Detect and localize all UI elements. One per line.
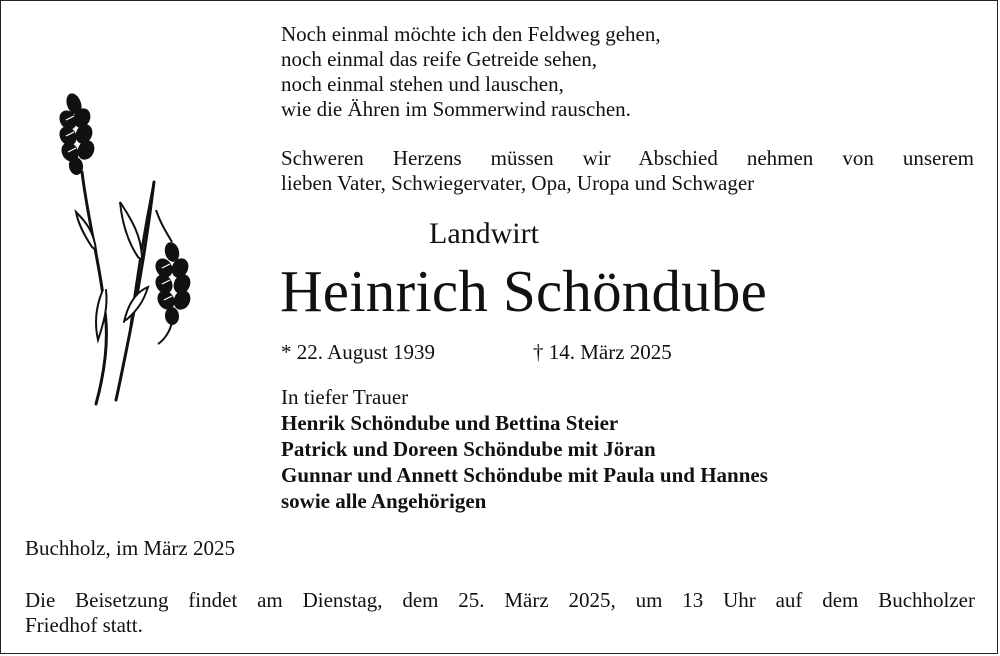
wheat-ears-icon (44, 82, 204, 412)
mourners-heading: In tiefer Trauer (281, 385, 409, 409)
funeral-line: Friedhof statt. (25, 613, 143, 637)
funeral-line: Die Beisetzung findet am Dienstag, dem 25. März 2025, um 13 Uhr auf dem Buchholzer (25, 588, 975, 612)
poem-line: noch einmal das reife Getreide sehen, (281, 47, 598, 71)
mourner-line: Gunnar und Annett Schöndube mit Paula und Hannes (281, 463, 768, 487)
intro-line: Schweren Herzens müssen wir Abschied nehmen von unserem (281, 146, 974, 170)
poem-line: Noch einmal möchte ich den Feldweg gehen, (281, 22, 661, 46)
poem-line: wie die Ähren im Sommerwind rauschen. (281, 97, 631, 121)
mourners (281, 384, 768, 514)
intro-line: lieben Vater, Schwiegervater, Opa, Uropa und Schwager (281, 171, 755, 195)
deceased-name: Heinrich Schöndube (280, 258, 767, 324)
poem (281, 22, 661, 122)
mourner-line: Patrick und Doreen Schöndube mit Jöran (281, 437, 656, 461)
birth-date: * 22. August 1939 (281, 340, 436, 364)
intro-text (281, 146, 974, 196)
place-date: Buchholz, im März 2025 (25, 536, 235, 560)
funeral-info (25, 588, 975, 638)
occupation: Landwirt (429, 217, 539, 250)
mourner-line: Henrik Schöndube und Bettina Steier (281, 411, 619, 435)
death-date: † 14. März 2025 (533, 340, 672, 364)
mourner-line: sowie alle Angehörigen (281, 489, 487, 513)
poem-line: noch einmal stehen und lauschen, (281, 72, 564, 96)
